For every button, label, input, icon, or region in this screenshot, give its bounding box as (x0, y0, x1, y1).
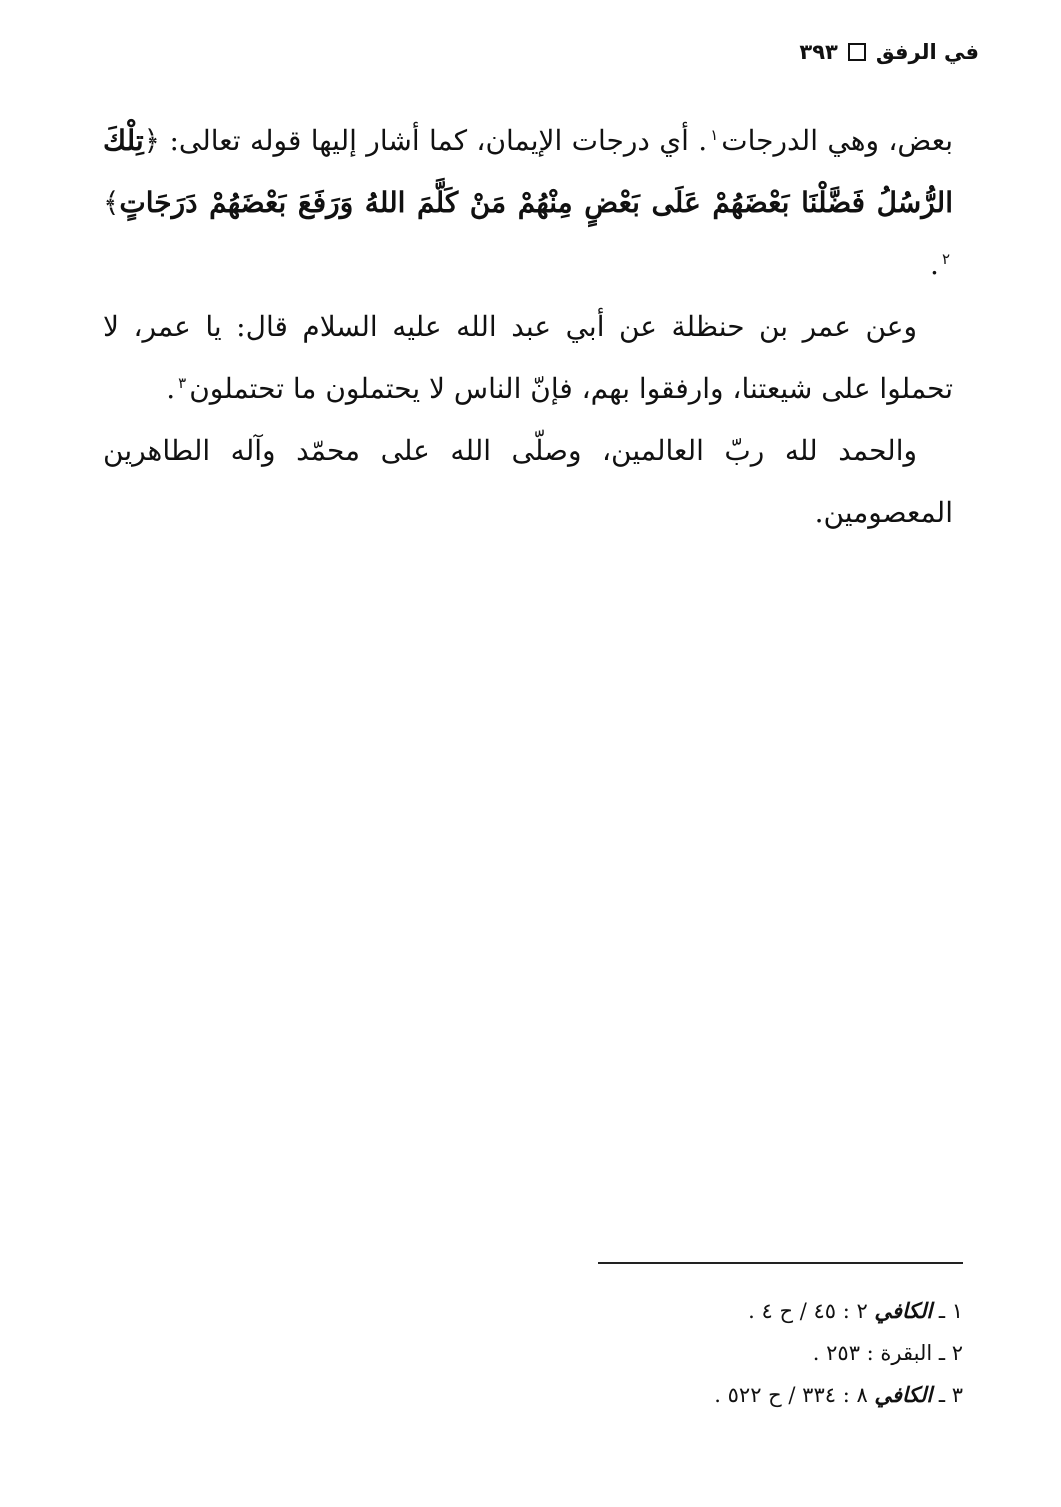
paragraph-1-text-b: . أي درجات الإيمان، كما أشار إليها قوله تعالى: ﴿ (143, 124, 708, 157)
footnotes (483, 1290, 963, 1416)
quran-verse: تِلْكَ الرُّسُلُ فَضَّلْنَا بَعْضَهُمْ عَلَى بَعْضٍ مِنْهُمْ مَنْ كَلَّمَ اللهُ وَرَفَعَ بَعْضَهُمْ دَرَجَاتٍ (103, 124, 953, 219)
paragraph-3-text: والحمد لله ربّ العالمين، وصلّى الله على محمّد وآله الطاهرين المعصومين. (103, 434, 953, 529)
footnote-number: ٢ ـ (938, 1341, 963, 1365)
paragraph-1-text-d: . (930, 248, 939, 281)
square-separator-icon (848, 43, 866, 61)
footnote-mark-3[interactable]: ٣ (178, 373, 187, 392)
paragraph-2-end: . (166, 372, 176, 405)
footnote-mark-2[interactable]: ٢ (941, 249, 950, 268)
footnote-reference: البقرة : ٢٥٣ . (812, 1341, 933, 1365)
footnote-source: الكافي (874, 1382, 933, 1407)
paragraph-2 (103, 296, 953, 420)
footnote-reference: ٢ : ٤٥ / ح ٤ . (748, 1299, 868, 1323)
footnote-number: ١ ـ (938, 1299, 963, 1323)
paragraph-1-text-c: ﴾ (103, 186, 120, 219)
section-title: في الرفق (875, 40, 979, 64)
footnote-number: ٣ ـ (938, 1383, 963, 1407)
footnote-divider (598, 1262, 963, 1264)
footnote-3 (483, 1374, 963, 1416)
running-header (799, 40, 979, 64)
paragraph-3 (103, 420, 953, 544)
footnote-2 (483, 1332, 963, 1374)
paragraph-1 (103, 110, 953, 296)
paragraph-2-text: وعن عمر بن حنظلة عن أبي عبد الله عليه السلام قال: يا عمر، لا تحملوا على شيعتنا، وارفقوا بهم، فإنّ الناس لا يحتملون ما تحتملون (103, 310, 953, 405)
footnote-source: الكافي (874, 1298, 933, 1323)
page-number: ٣٩٣ (799, 40, 838, 64)
footnote-mark-1[interactable]: ١ (710, 125, 719, 144)
footnote-reference: ٨ : ٣٣٤ / ح ٥٢٢ . (714, 1383, 868, 1407)
paragraph-1-text-a: بعض، وهي الدرجات (721, 124, 953, 157)
footnote-1 (483, 1290, 963, 1332)
main-text (103, 110, 953, 544)
